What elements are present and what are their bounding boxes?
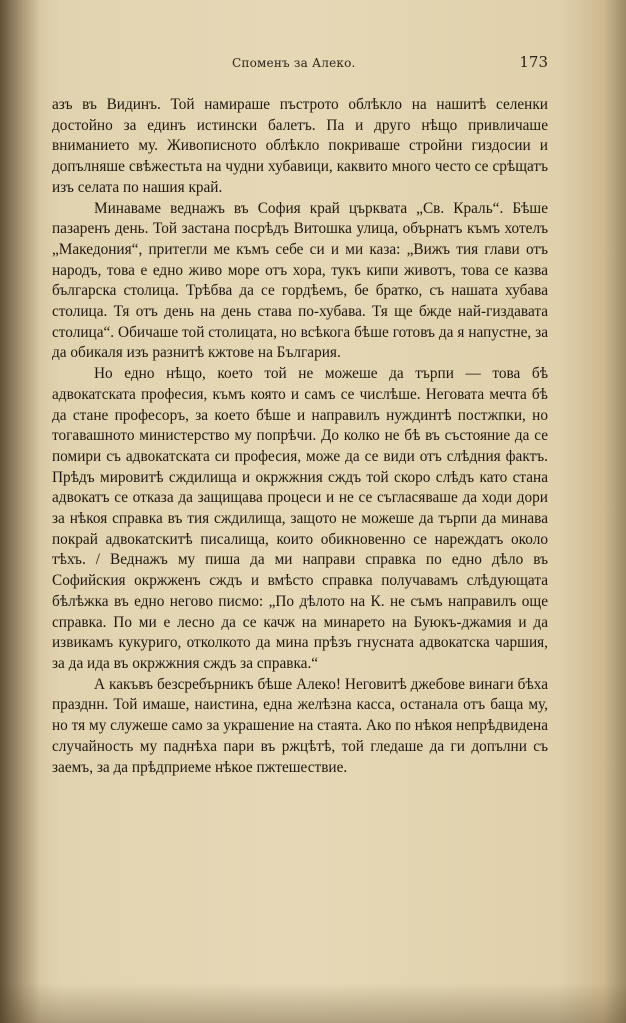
- binding-shadow: [0, 0, 40, 1023]
- page-header: [52, 50, 548, 78]
- bottom-shadow: [0, 983, 626, 1023]
- running-title: Споменъ за Алеко.: [232, 56, 356, 70]
- page-number: 173: [519, 53, 548, 71]
- paragraph-4: А какъвъ безсребърникъ бѣше Алеко! Неговитѣ джебове винаги бѣха празднн. Той имаше, наистина, една желѣзна касса, останала отъ баща му, но тя му служеше само за украшение на стаята. Ако по нѣкоя непрѣдвидена случайность му паднѣха пари въ ржцѣтѣ, той гледаше да ги допълни съ заемъ, за да прѣдприеме нѣкое пжтешествие.: [52, 675, 548, 776]
- paragraph-2: Минаваме веднажъ въ София край църквата „Св. Краль“. Бѣше пазаренъ день. Той застана посрѣдъ Витошка улица, обърнатъ къмъ хотелъ „Македония“, притегли ме къмъ себе си и ми каза: „Вижъ тия глави отъ народъ, това е едно живо море отъ хора, тукъ кипи животъ, това се казва българска столица. Трѣбва да се гордѣемъ, бе братко, съ нашата хубава столица. Тя отъ день на день става по-хубава. Тя ще бжде най-гиздавата столица“. Обичаше той столицата, но всѣкога бѣше готовъ да я напустне, за да обикаля изъ разнитѣ кжтове на България.: [52, 199, 548, 362]
- paragraph-1: азъ въ Видинъ. Той намираше пъстрото облѣкло на нашитѣ селенки достойно за единъ истински балетъ. Па и друго нѣщо привличаше вниманието му. Живописното облѣкло покриваше стройни гиздосии и допълняше свѣжестьта на чудни хубавици, каквито много често се срѣщатъ изъ селата по нашия край.: [52, 96, 548, 196]
- page-content: [52, 50, 548, 778]
- paragraph-3: Но едно нѣщо, което той не можеше да търпи — това бѣ адвокатската професия, къмъ която и самъ се числѣше. Неговата мечта бѣ да стане професоръ, за което бѣше и направилъ нуждинтѣ постжпки, но тогавашното министерство му попрѣчи. До колко не бѣ въ състояние да се помири съ адвокатската си професия, може да се види отъ слѣдния фактъ. Прѣдъ мировитѣ сждилища и окржжния сждъ той скоро слѣдъ като стана адвокатъ се отказа да защищава процеси и не се съгласяваше да ходи дори за нѣкоя справка въ тия сждилища, защото не можеше да търпи да минава покрай адвокатскитѣ писалища, които обикновенно се нареждатъ около тѣхъ. / Веднажъ му пиша да ми направи справка по едно дѣло въ Софийския окржженъ сждъ и вмѣсто справка получавамъ слѣдующата бѣлѣжка въ едно негово писмо: „По дѣлото на К. не съмъ направилъ още справка. По ми е лесно да се качж на минарето на Буюкъ-джамия и да извикамъ кукуриго, отколкото да мина прѣзъ гнусната адвокатска чаршия, за да ида въ окржжния сждъ за справка.“: [52, 365, 548, 672]
- body-text: [52, 95, 548, 778]
